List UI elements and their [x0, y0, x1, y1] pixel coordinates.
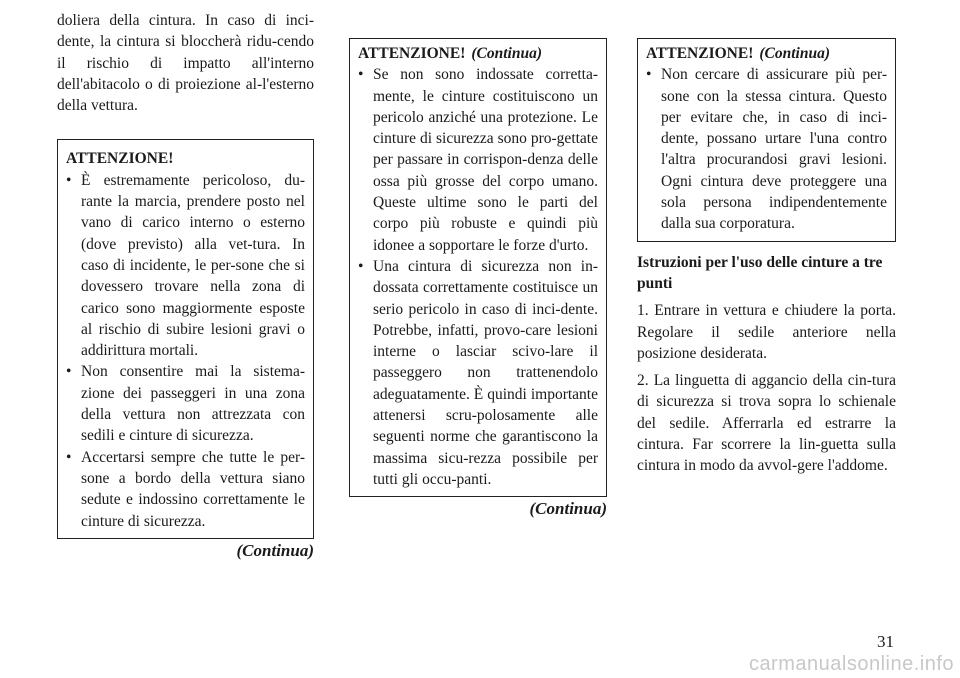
warning-bullet: • È estremamente pericoloso, du-rante la marcia, prendere posto nel vano di carico interno o esterno (dove previsto) alla vet-tura. In caso di incidente, le per-sone che si dovessero trovare nella zona di carico sono maggiormente esposte al rischio di subire lesioni gravi o addirittura mortali. — [66, 170, 305, 362]
warning-box-2 — [349, 38, 607, 497]
warning-continua: (Continua) — [759, 45, 831, 62]
instruction-step: 2. La linguetta di aggancio della cin-tura di sicurezza si trova sopra lo schienale del sedile. Afferrarla ed estrarre la cintura. Far scorrere la lin-guetta sulla cintura in modo da avvol-gere l'addome. — [637, 372, 896, 475]
page-number: 31 — [877, 632, 894, 651]
instruction-step: 1. Entrare in vettura e chiudere la porta. Regolare il sedile anteriore nella posizione desiderata. — [637, 302, 896, 362]
warning-title — [646, 43, 887, 64]
warning-title-text: ATTENZIONE! — [358, 45, 466, 62]
warning-box-1 — [57, 139, 314, 538]
section-heading: Istruzioni per l'uso delle cinture a tre punti — [637, 253, 883, 292]
column-3 — [637, 38, 896, 483]
intro-paragraph: doliera della cintura. In caso di inci-dente, la cintura si bloccherà ridu-cendo il rischio di impatto all'interno dell'abitacolo o di proiezione al-l'esterno della vettura. — [57, 12, 314, 115]
warning-bullet: • Accertarsi sempre che tutte le per-sone a bordo della vettura siano sedute e indossino correttamente le cinture di sicurezza. — [66, 447, 305, 532]
warning-bullet: • Una cintura di sicurezza non in-dossata correttamente costituisce un serio pericolo in caso di inci-dente. Potrebbe, infatti, provo-care lesioni interne o lasciar scivo-lare il passeggero non trattenendolo adeguatamente. È quindi importante attenersi scru-polosamente alle seguenti norme che garantiscono la massima sicu-rezza possibile per tutti gli occu-panti. — [358, 256, 598, 490]
warning-title — [358, 43, 598, 64]
continua-label: (Continua) — [236, 540, 314, 560]
warning-list — [358, 64, 598, 490]
watermark: carmanualsonline.info — [748, 653, 954, 675]
column-2 — [349, 38, 607, 520]
warning-bullet: • Se non sono indossate corretta-mente, le cinture costituiscono un pericolo anziché una protezione. Le cinture di sicurezza sono pro-gettate per passare in corrispon-denza delle ossa più grosse del corpo umano. Queste ultime sono le parti del corpo più robuste e quindi più idonee a sopportare le forze d'urto. — [358, 64, 598, 256]
warning-list — [646, 64, 887, 234]
warning-box-3 — [637, 38, 896, 242]
warning-title-text: ATTENZIONE! — [646, 45, 754, 62]
warning-title: ATTENZIONE! — [66, 150, 174, 168]
continua-label: (Continua) — [529, 499, 607, 519]
warning-continua: (Continua) — [471, 45, 543, 62]
warning-bullet: • Non cercare di assicurare più per-sone con la stessa cintura. Questo per evitare che, in caso di inci-dente, possano urtare l'una contro l'altra procurandosi gravi lesioni. Ogni cintura deve proteggere una sola persona indipendentemente dalla sua corporatura. — [646, 64, 887, 234]
warning-list — [66, 170, 305, 532]
column-1 — [57, 10, 314, 561]
warning-bullet: • Non consentire mai la sistema-zione dei passeggeri in una zona della vettura non attrezzata con sedili e cinture di sicurezza. — [66, 361, 305, 446]
